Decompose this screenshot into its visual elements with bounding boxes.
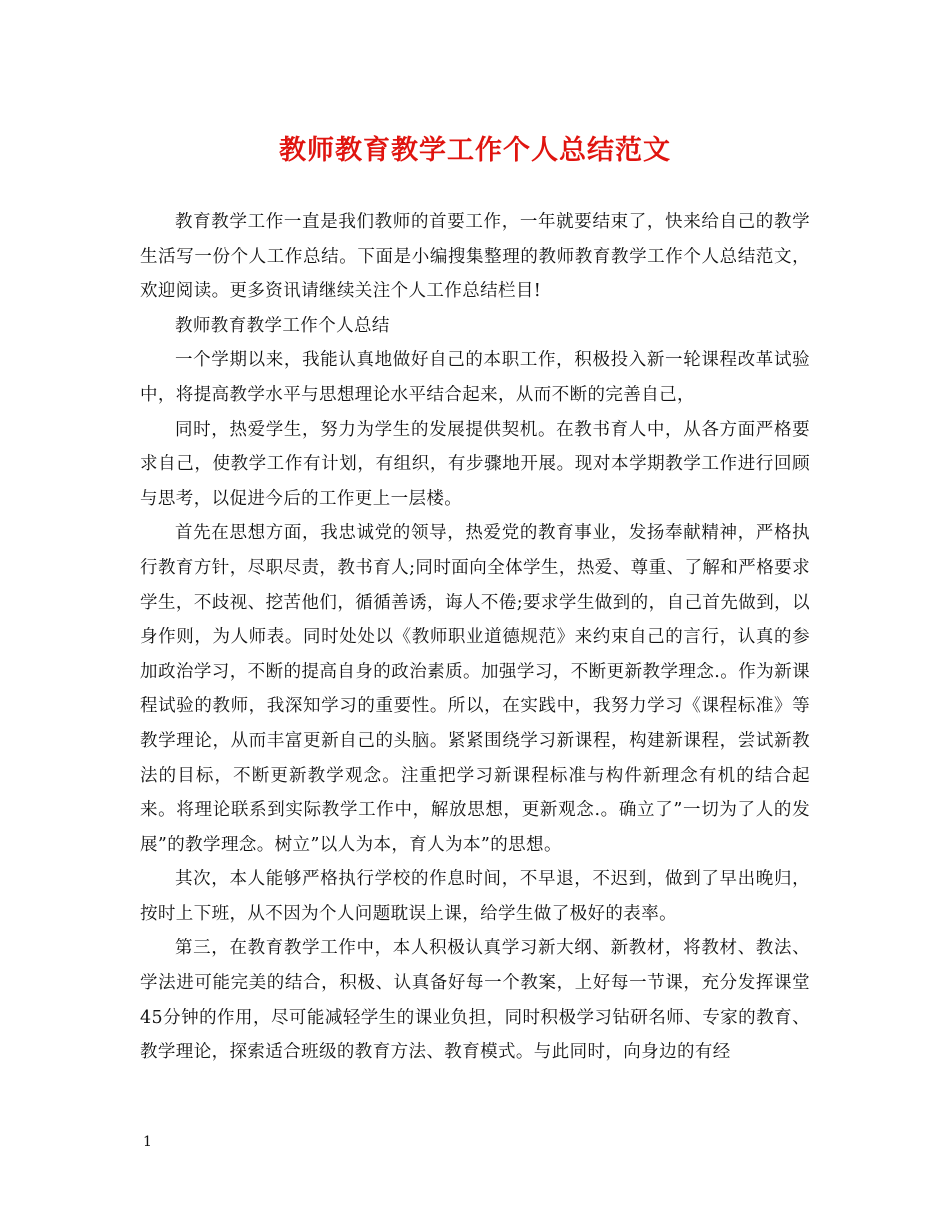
document-title: 教师教育教学工作个人总结范文 xyxy=(279,135,671,166)
paragraph-ideology: 首先在思想方面，我忠诚党的领导，热爱党的教育事业，发扬奉献精神，严格执行教育方针，尽职尽责，教书育人;同时面向全体学生，热爱、尊重、了解和严格要求学生，不歧视、挖苦他们，循循善诱，诲人不倦;要求学生做到的，自己首先做到，以身作则，为人师表。同时处处以《教师职业道德规范》来约束自己的言行，认真的参加政治学习，不断的提高自身的政治素质。加强学习，不断更新教学理念.。作为新课程试验的教师，我深知学习的重要性。所以，在实践中，我努力学习《课程标准》等教学理论，从而丰富更新自己的头脑。紧紧围绕学习新课程，构建新课程，尝试新教法的目标，不断更新教学观念。注重把学习新课程标准与构件新理念有机的结合起来。将理论联系到实际教学工作中，解放思想，更新观念.。确立了”一切为了人的发展”的教学理念。树立”以人为本，育人为本”的思想。 xyxy=(140,523,810,855)
paragraph-intro: 教育教学工作一直是我们教师的首要工作，一年就要结束了，快来给自己的教学生活写一份个人工作总结。下面是小编搜集整理的教师教育教学工作个人总结范文，欢迎阅读。更多资讯请继续关注个人工作总结栏目! xyxy=(140,212,810,302)
page-number: 1 xyxy=(143,1134,152,1150)
paragraph-love-students: 同时，热爱学生，努力为学生的发展提供契机。在教书育人中，从各方面严格要求自己，使教学工作有计划，有组织，有步骤地开展。现对本学期教学工作进行回顾与思考，以促进今后的工作更上一层楼。 xyxy=(140,419,810,509)
paragraph-subheading: 教师教育教学工作个人总结 xyxy=(175,315,390,336)
paragraph-semester: 一个学期以来，我能认真地做好自己的本职工作，积极投入新一轮课程改革试验中，将提高教学水平与思想理论水平结合起来，从而不断的完善自己， xyxy=(140,350,810,405)
paragraph-schedule: 其次，本人能够严格执行学校的作息时间，不早退，不迟到，做到了早出晚归，按时上下班，从不因为个人问题耽误上课，给学生做了极好的表率。 xyxy=(140,869,810,924)
paragraph-teaching-work: 第三，在教育教学工作中，本人积极认真学习新大纲、新教材，将教材、教法、学法进可能完美的结合，积极、认真备好每一个教案，上好每一节课，充分发挥课堂45分钟的作用，尽可能减轻学生的课业负担，同时积极学习钻研名师、专家的教育、教学理论，探索适合班级的教育方法、教育模式。与此同时，向身边的有经 xyxy=(140,938,810,1063)
document-body xyxy=(140,205,810,1070)
